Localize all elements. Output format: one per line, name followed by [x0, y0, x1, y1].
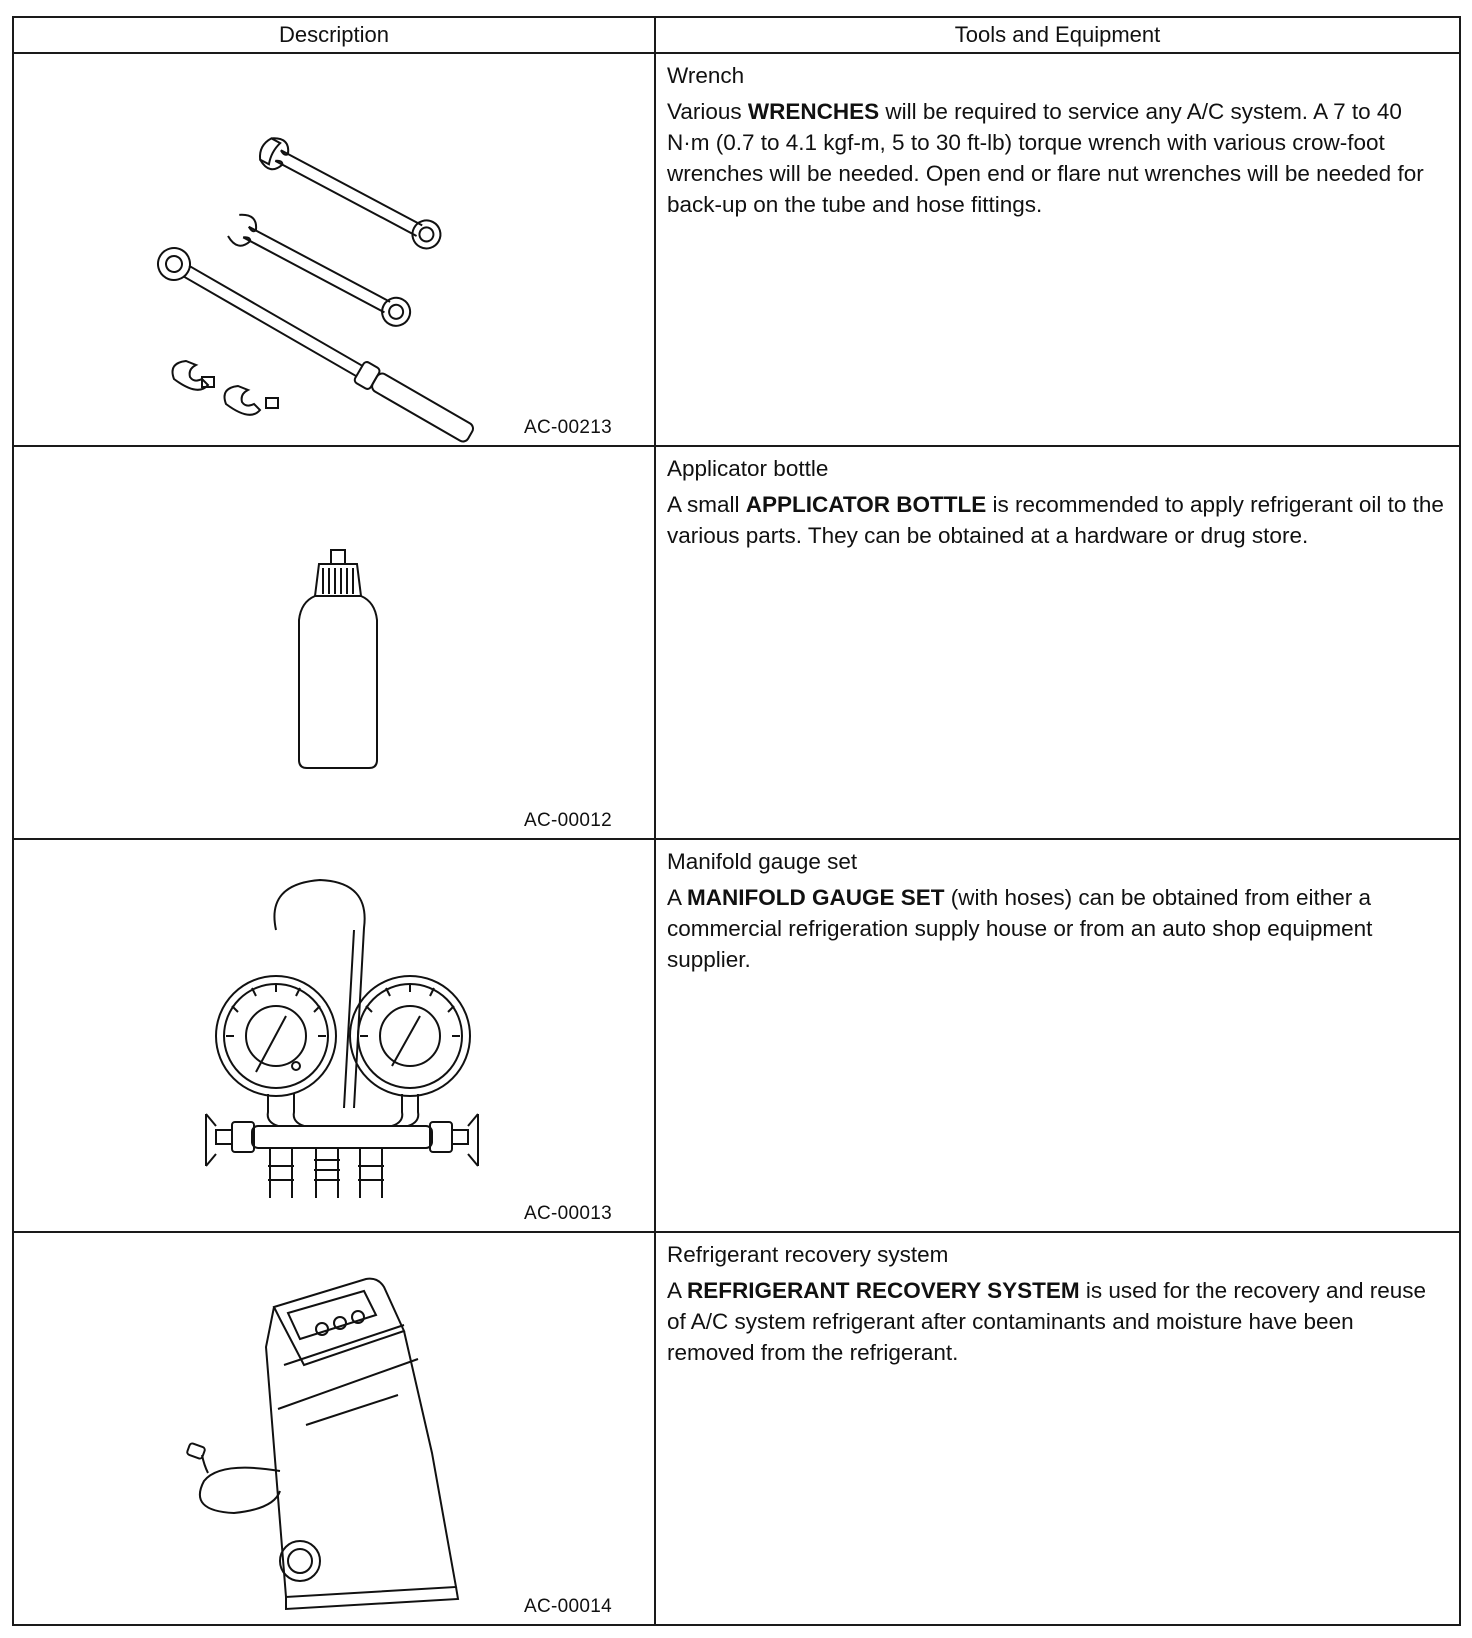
description-cell	[655, 1232, 1460, 1625]
table-row	[13, 839, 1460, 1232]
item-title: Manifold gauge set	[667, 849, 858, 874]
figure-code: AC-00013	[524, 1203, 612, 1224]
recovery-system-icon	[182, 1257, 522, 1617]
item-description: A small APPLICATOR BOTTLE is recommended to apply refrigerant oil to the various parts. They can be obtained at a hardware or drug store.	[667, 492, 1444, 548]
table-row	[13, 1232, 1460, 1625]
figure-code: AC-00014	[524, 1596, 612, 1617]
table-header-row	[13, 17, 1460, 53]
description-cell	[655, 53, 1460, 446]
header-tools-and-equipment: Tools and Equipment	[655, 17, 1460, 53]
figure-cell	[13, 446, 655, 839]
figure-cell	[13, 53, 655, 446]
header-description: Description	[13, 17, 655, 53]
figure-code: AC-00012	[524, 810, 612, 831]
figure-cell	[13, 1232, 655, 1625]
item-title: Wrench	[667, 63, 745, 88]
manifold-gauge-icon	[192, 876, 492, 1216]
figure-code: AC-00213	[524, 417, 612, 438]
figure-cell	[13, 839, 655, 1232]
description-cell	[655, 839, 1460, 1232]
item-title: Applicator bottle	[667, 456, 829, 481]
wrench-set-icon	[144, 124, 544, 444]
item-description: Various WRENCHES will be required to service any A/C system. A 7 to 40 N·m (0.7 to 4.1 kgf-m, 5 to 30 ft-lb) torque wrench with various crow-foot wrenches will be needed. Open end or flare nut wrenches will be needed for back-up on the tube and hose fittings.	[667, 99, 1424, 217]
applicator-bottle-icon	[279, 542, 399, 782]
item-description: A REFRIGERANT RECOVERY SYSTEM is used for the recovery and reuse of A/C system refrigerant after contaminants and moisture have been removed from the refrigerant.	[667, 1278, 1427, 1365]
tools-table	[12, 16, 1461, 1626]
description-cell	[655, 446, 1460, 839]
item-description: A MANIFOLD GAUGE SET (with hoses) can be obtained from either a commercial refrigeration supply house or from an auto shop equipment supplier.	[667, 885, 1373, 972]
table-row	[13, 446, 1460, 839]
item-title: Refrigerant recovery system	[667, 1242, 949, 1267]
table-row	[13, 53, 1460, 446]
